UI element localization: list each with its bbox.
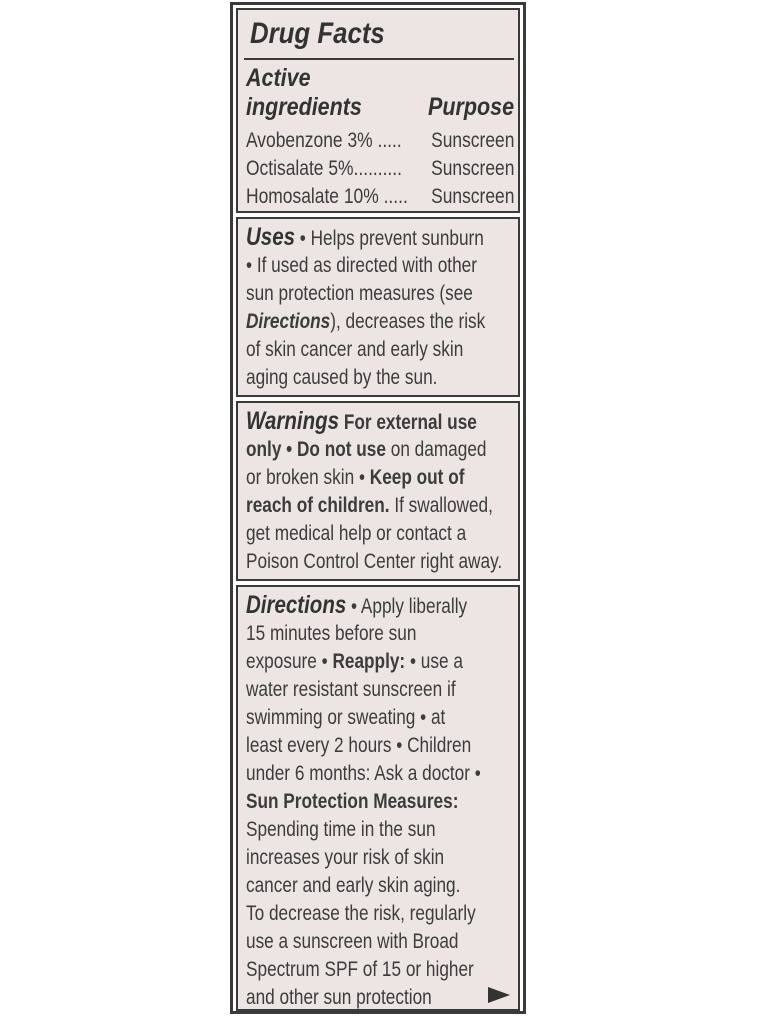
uses-line: of skin cancer and early skin xyxy=(246,338,464,361)
page-title: Drug Facts xyxy=(250,17,385,50)
ingredient-name xyxy=(246,183,408,211)
directions-line: swimming or sweating • at xyxy=(246,706,446,729)
warnings-bold-text: reach of children. xyxy=(246,494,390,517)
warnings-line xyxy=(246,407,477,437)
directions-line: Spectrum SPF of 15 or higher xyxy=(246,958,474,981)
ingredient-leader: .......... xyxy=(353,157,402,180)
ingredient-purpose: Sunscreen xyxy=(430,129,514,152)
uses-line xyxy=(246,223,484,253)
ingredient-row xyxy=(246,155,514,183)
uses-line: sun protection measures (see xyxy=(246,282,473,305)
warnings-heading: Warnings xyxy=(246,407,340,435)
uses-heading: Uses xyxy=(246,223,296,251)
ingredient-row xyxy=(246,127,514,155)
ingredient-row xyxy=(246,183,514,211)
active-heading-line2: ingredients xyxy=(246,93,362,121)
directions-line: water resistant sunscreen if xyxy=(246,678,456,701)
ingredient-name-text: Octisalate 5% xyxy=(246,157,354,180)
active-ingredients-heading xyxy=(246,64,362,122)
uses-line xyxy=(246,308,485,336)
directions-text: • use a xyxy=(405,650,463,673)
directions-line: Spending time in the sun xyxy=(246,818,436,841)
ingredient-leader: ..... xyxy=(372,129,402,152)
directions-line xyxy=(246,648,463,676)
warnings-bold-text: Keep out of xyxy=(369,466,465,489)
ingredient-purpose: Sunscreen xyxy=(430,157,514,180)
directions-text: exposure • xyxy=(246,650,333,673)
warnings-bold-text: For external use xyxy=(339,411,477,434)
uses-text: ), decreases the risk xyxy=(330,310,486,333)
warnings-line: get medical help or contact a xyxy=(246,522,467,545)
directions-line: least every 2 hours • Children xyxy=(246,734,472,757)
continue-arrow-icon xyxy=(488,987,510,1003)
directions-text: • Apply liberally xyxy=(346,595,468,618)
directions-line: cancer and early skin aging. xyxy=(246,874,461,897)
warnings-text: on damaged xyxy=(385,438,487,461)
directions-line xyxy=(246,591,467,621)
purpose-heading: Purpose xyxy=(427,93,514,121)
warnings-section xyxy=(236,401,520,581)
warnings-line xyxy=(246,464,464,492)
directions-reference: Directions xyxy=(246,310,331,333)
uses-line: aging caused by the sun. xyxy=(246,366,438,389)
directions-line: use a sunscreen with Broad xyxy=(246,930,459,953)
warnings-line xyxy=(246,492,493,520)
ingredient-name-text: Homosalate 10% xyxy=(246,185,379,208)
ingredient-name xyxy=(246,155,402,183)
reapply-label: Reapply: xyxy=(332,650,406,673)
directions-line: increases your risk of skin xyxy=(246,846,445,869)
warnings-text: or broken skin • xyxy=(246,466,370,489)
ingredient-leader: ..... xyxy=(378,185,408,208)
directions-line: 15 minutes before sun xyxy=(246,622,417,645)
directions-line: and other sun protection xyxy=(246,986,432,1009)
active-ingredients-section xyxy=(236,8,520,213)
uses-section xyxy=(236,217,520,397)
warnings-line: Poison Control Center right away. xyxy=(246,550,503,573)
sun-protection-heading: Sun Protection Measures: xyxy=(246,790,459,813)
directions-line: To decrease the risk, regularly xyxy=(246,902,476,925)
ingredient-purpose: Sunscreen xyxy=(430,185,514,208)
active-heading-line1: Active xyxy=(246,64,311,92)
directions-line: under 6 months: Ask a doctor • xyxy=(246,762,481,785)
warnings-bold-text: only • Do not use xyxy=(246,438,386,461)
title-divider xyxy=(244,58,514,60)
warnings-text: If swallowed, xyxy=(389,494,493,517)
warnings-line xyxy=(246,436,487,464)
uses-line: • If used as directed with other xyxy=(246,254,477,277)
drug-facts-panel xyxy=(230,2,526,1014)
uses-text: • Helps prevent sunburn xyxy=(295,227,484,250)
directions-section xyxy=(236,585,520,1011)
ingredient-name-text: Avobenzone 3% xyxy=(246,129,373,152)
directions-heading: Directions xyxy=(246,591,347,619)
ingredient-name xyxy=(246,127,402,155)
